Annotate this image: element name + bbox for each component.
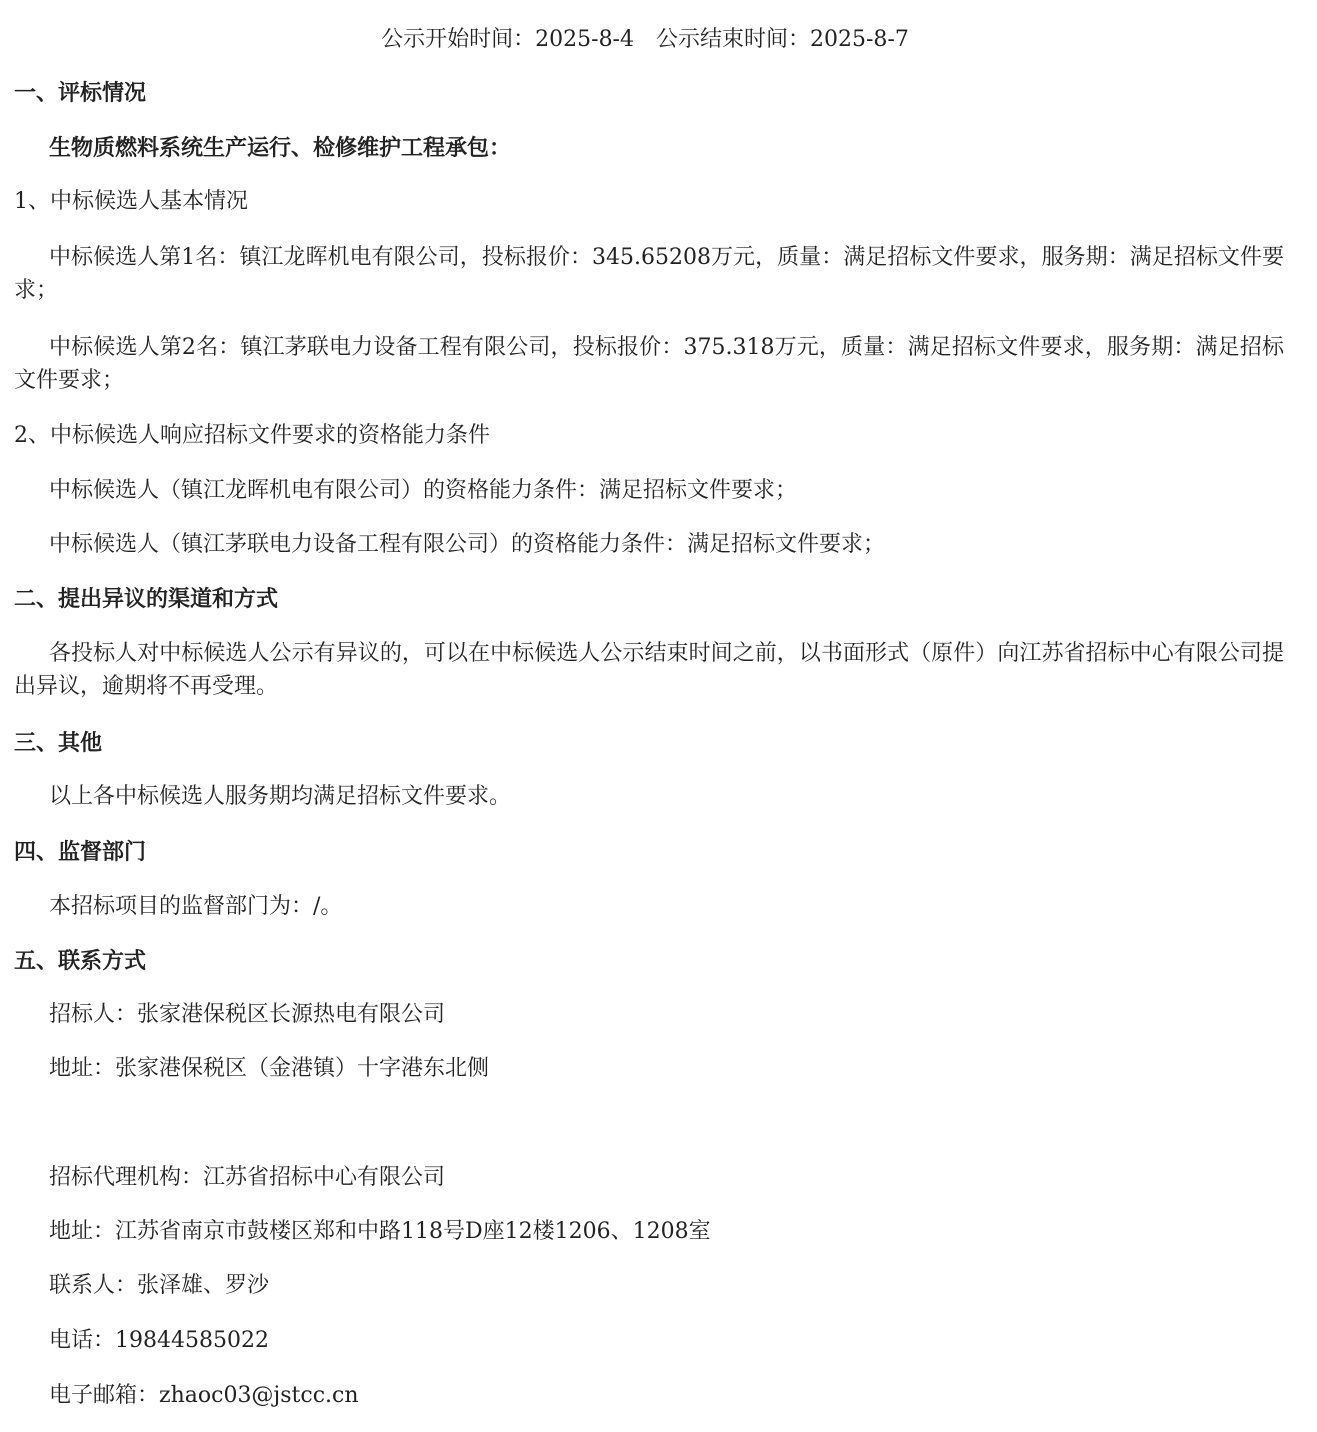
objection-paragraph: 各投标人对中标候选人公示有异议的，可以在中标候选人公示结束时间之前，以书面形式（原件）向江苏省招标中心有限公司提出异议，逾期将不再受理。 (14, 641, 1284, 699)
section-2-heading: 二、提出异议的渠道和方式 (14, 586, 279, 612)
tenderer-line: 招标人：张家港保税区长源热电有限公司 (49, 1002, 446, 1027)
email-line: 电子邮箱：zhaoc03@jstcc.cn (49, 1383, 359, 1408)
contact-person-line: 联系人：张泽雄、罗沙 (49, 1273, 270, 1298)
section-1-heading: 一、评标情况 (14, 80, 147, 106)
agency-line: 招标代理机构：江苏省招标中心有限公司 (49, 1165, 446, 1190)
candidate-2-paragraph: 中标候选人第2名：镇江茅联电力设备工程有限公司，投标报价：375.318万元，质量：满足招标文件要求，服务期：满足招标文件要求； (14, 335, 1284, 393)
phone-line: 电话：19844585022 (49, 1328, 269, 1353)
section-5-heading: 五、联系方式 (14, 948, 147, 974)
section-3-heading: 三、其他 (14, 730, 103, 756)
other-paragraph: 以上各中标候选人服务期均满足招标文件要求。 (49, 784, 512, 809)
agency-address-line: 地址：江苏省南京市鼓楼区郑和中路118号D座12楼1206、1208室 (49, 1219, 711, 1244)
tenderer-address-line: 地址：张家港保税区（金港镇）十字港东北侧 (49, 1056, 490, 1081)
subsection-2-heading: 2、中标候选人响应招标文件要求的资格能力条件 (14, 423, 490, 448)
supervision-paragraph: 本招标项目的监督部门为：/。 (49, 894, 343, 919)
qualification-2: 中标候选人（镇江茅联电力设备工程有限公司）的资格能力条件：满足招标文件要求； (49, 532, 886, 557)
section-4-heading: 四、监督部门 (14, 839, 147, 865)
publicity-time-line: 公示开始时间：2025-8-4 公示结束时间：2025-8-7 (381, 27, 909, 52)
candidate-1-paragraph: 中标候选人第1名：镇江龙晖机电有限公司，投标报价：345.65208万元，质量：满足招标文件要求，服务期：满足招标文件要求； (14, 245, 1284, 303)
project-name: 生物质燃料系统生产运行、检修维护工程承包： (49, 135, 512, 161)
qualification-1: 中标候选人（镇江龙晖机电有限公司）的资格能力条件：满足招标文件要求； (49, 478, 798, 503)
subsection-1-heading: 1、中标候选人基本情况 (14, 189, 248, 214)
